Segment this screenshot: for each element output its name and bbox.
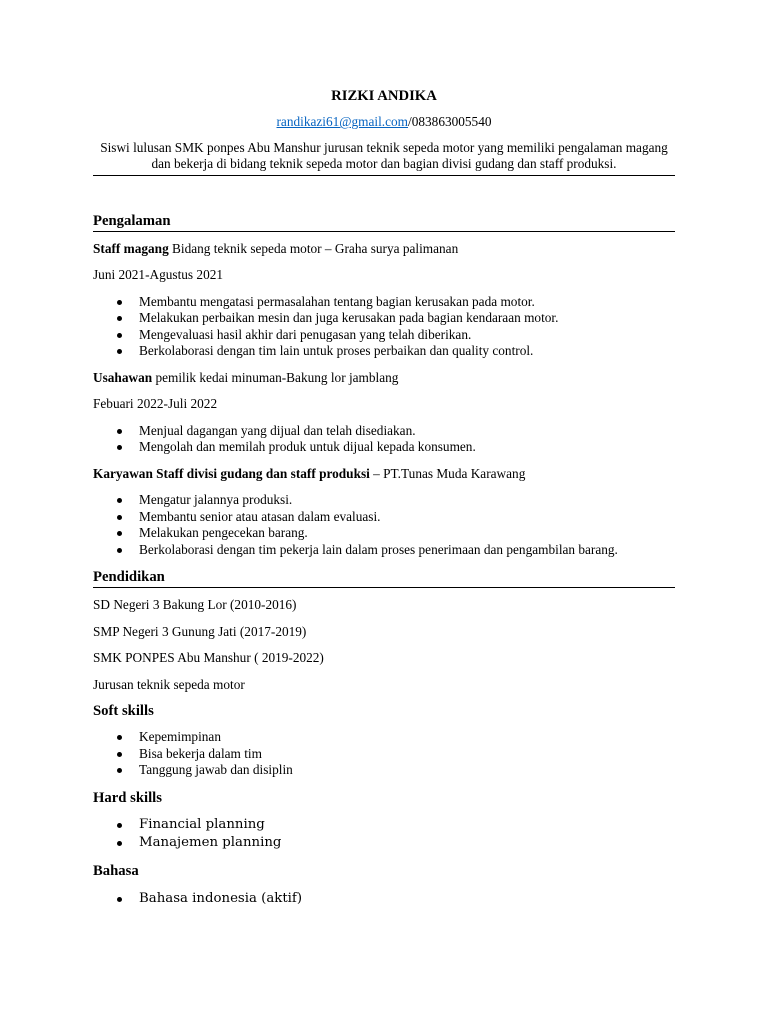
list-item xyxy=(93,509,675,526)
list-item-text: Membantu mengatasi permasalahan tentang bagian kerusakan pada motor. xyxy=(139,293,535,309)
education-heading: Pendidikan xyxy=(93,568,675,588)
contact-line xyxy=(93,114,675,131)
list-item xyxy=(93,343,675,360)
languages-heading: Bahasa xyxy=(93,862,139,879)
list-item xyxy=(93,492,675,509)
job-2-title xyxy=(93,370,675,387)
job-2-period: Febuari 2022-Juli 2022 xyxy=(93,396,218,411)
list-item-text: Berkolaborasi dengan tim pekerja lain dalam proses penerimaan dan pengambilan barang. xyxy=(139,541,618,557)
job-1-duties xyxy=(93,294,675,360)
education-item: SD Negeri 3 Bakung Lor (2010-2016) xyxy=(93,597,297,612)
list-item-text: Manajemen planning xyxy=(139,834,282,850)
list-item xyxy=(93,746,675,763)
list-item xyxy=(93,816,675,834)
email-link[interactable]: randikazi61@gmail.com xyxy=(276,114,409,129)
list-item-text: Mengatur jalannya produksi. xyxy=(139,492,293,507)
candidate-name: RIZKI ANDIKA xyxy=(331,88,437,104)
education-major: Jurusan teknik sepeda motor xyxy=(93,676,245,692)
education-item: SMK PONPES Abu Manshur ( 2019-2022) xyxy=(93,650,324,665)
soft-skills-heading: Soft skills xyxy=(93,703,154,719)
list-item xyxy=(93,294,675,311)
list-item xyxy=(93,423,675,440)
bullet-icon xyxy=(117,429,122,434)
job-1-role: Staff magang xyxy=(93,240,169,256)
job-2-role: Usahawan xyxy=(93,369,153,385)
bullet-icon xyxy=(117,445,122,450)
list-item-text: Mengevaluasi hasil akhir dari penugasan yang telah diberikan. xyxy=(139,326,472,342)
bullet-icon xyxy=(117,752,122,757)
list-item-text: Melakukan pengecekan barang. xyxy=(139,525,308,540)
list-item xyxy=(93,310,675,327)
contact-separator: / xyxy=(408,114,412,129)
list-item xyxy=(93,890,675,908)
job-2-detail: pemilik kedai minuman-Bakung lor jamblang xyxy=(152,369,399,385)
soft-skills-list xyxy=(93,729,675,779)
languages-list xyxy=(93,890,675,908)
list-item-text: Berkolaborasi dengan tim lain untuk proses perbaikan dan quality control. xyxy=(139,343,534,358)
list-item xyxy=(93,327,675,344)
job-3-duties xyxy=(93,492,675,558)
hard-skills-heading: Hard skills xyxy=(93,789,162,806)
job-3-title xyxy=(93,466,675,483)
education-item: SMP Negeri 3 Gunung Jati (2017-2019) xyxy=(93,623,307,639)
job-2-duties xyxy=(93,423,675,456)
bullet-icon xyxy=(117,768,122,773)
list-item-text: Menjual dagangan yang dijual dan telah disediakan. xyxy=(139,422,416,438)
job-3-detail: – PT.Tunas Muda Karawang xyxy=(369,465,526,481)
bullet-icon xyxy=(117,897,122,902)
bullet-icon xyxy=(117,498,122,503)
bullet-icon xyxy=(117,333,122,338)
bullet-icon xyxy=(117,735,122,740)
bullet-icon xyxy=(117,300,122,305)
hard-skills-list xyxy=(93,816,675,852)
phone-number: 083863005540 xyxy=(411,114,492,129)
list-item xyxy=(93,762,675,779)
bullet-icon xyxy=(117,515,122,520)
experience-heading: Pengalaman xyxy=(93,212,675,232)
job-3-role: Karyawan Staff divisi gudang dan staff produksi xyxy=(93,465,370,481)
bullet-icon xyxy=(117,531,122,536)
bullet-icon xyxy=(117,841,122,846)
list-item-text: Financial planning xyxy=(139,816,265,832)
list-item xyxy=(93,542,675,559)
list-item-text: Bahasa indonesia (aktif) xyxy=(139,890,303,906)
job-1-detail: Bidang teknik sepeda motor – Graha surya palimanan xyxy=(168,240,459,256)
list-item-text: Melakukan perbaikan mesin dan juga kerusakan pada bagian kendaraan motor. xyxy=(139,310,559,325)
list-item xyxy=(93,834,675,852)
list-item-text: Mengolah dan memilah produk untuk dijual kepada konsumen. xyxy=(139,439,476,454)
list-item xyxy=(93,729,675,746)
resume-content xyxy=(93,87,675,908)
list-item xyxy=(93,439,675,456)
summary-text: Siswi lulusan SMK ponpes Abu Manshur jurusan teknik sepeda motor yang memiliki pengalaman magang dan bekerja di bidang teknik sepeda motor dan bagian divisi gudang dan staff produksi. xyxy=(93,140,675,176)
list-item-text: Tanggung jawab dan disiplin xyxy=(139,762,293,777)
bullet-icon xyxy=(117,823,122,828)
bullet-icon xyxy=(117,548,122,553)
list-item-text: Membantu senior atau atasan dalam evaluasi. xyxy=(139,508,381,524)
bullet-icon xyxy=(117,349,122,354)
bullet-icon xyxy=(117,316,122,321)
list-item-text: Kepemimpinan xyxy=(139,729,221,744)
list-item xyxy=(93,525,675,542)
job-1-title xyxy=(93,241,675,258)
job-1-period: Juni 2021-Agustus 2021 xyxy=(93,267,224,282)
list-item-text: Bisa bekerja dalam tim xyxy=(139,745,262,761)
